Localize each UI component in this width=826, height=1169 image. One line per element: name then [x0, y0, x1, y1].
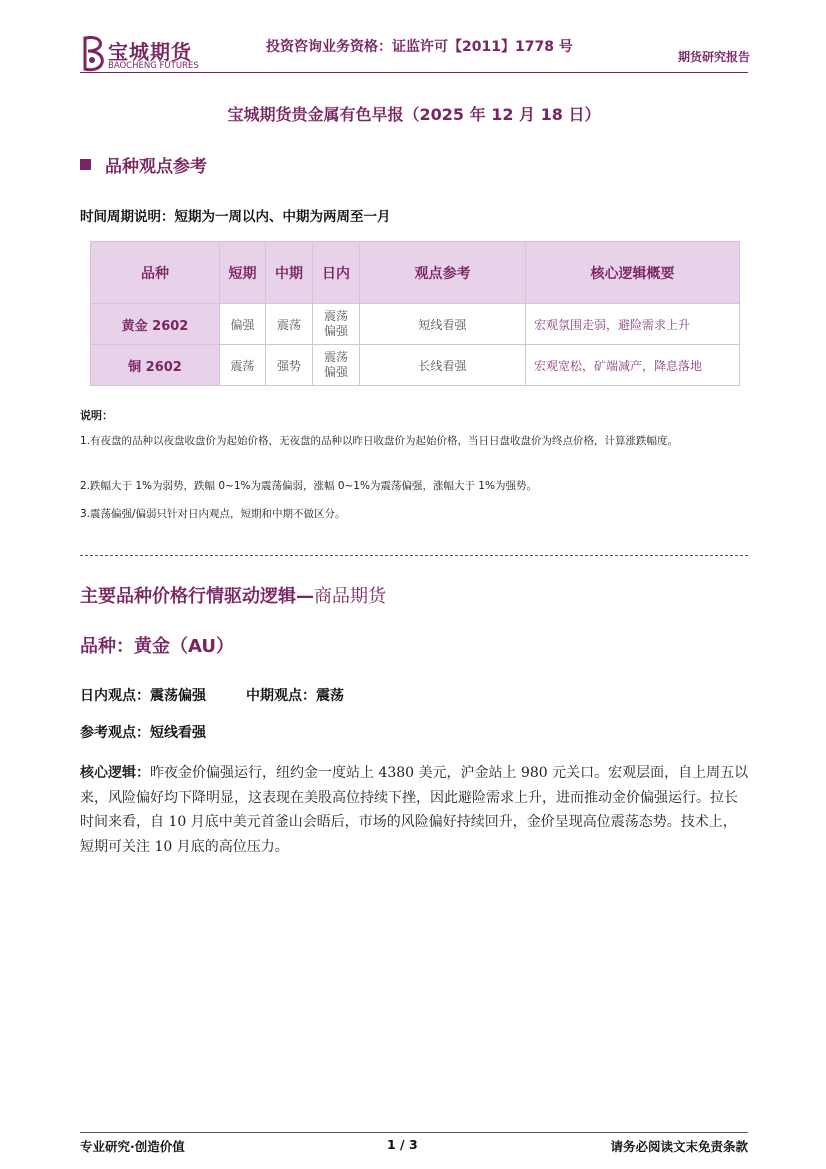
cell-short: 偏强 — [220, 304, 266, 345]
notes-title: 说明： — [80, 409, 113, 422]
cell-logic: 宏观宽松，矿端减产，降息落地 — [526, 345, 740, 386]
note-item-1: 1.有夜盘的品种以夜盘收盘价为起始价格，无夜盘的品种以昨日收盘价为起始价格，当日日盘收盘价为终点价格，计算涨跌幅度。 — [80, 435, 679, 447]
cell-mid: 强势 — [266, 345, 313, 386]
col-header-logic: 核心逻辑概要 — [526, 242, 740, 304]
section-heading-bold: 主要品种价格行情驱动逻辑— — [80, 586, 314, 607]
period-note: 时间周期说明：短期为一周以内、中期为两周至一月 — [80, 209, 391, 225]
square-bullet-icon — [80, 159, 91, 170]
report-type: 期货研究报告 — [677, 50, 750, 64]
footer-divider — [80, 1132, 748, 1133]
section-heading-rest: 商品期货 — [314, 586, 386, 607]
logo-text-en: BAOCHENG FUTURES — [108, 61, 199, 71]
section-divider — [80, 555, 748, 556]
core-logic-text: 昨夜金价偏强运行，纽约金一度站上 4380 美元，沪金站上 980 元关口。宏观层面，自上周五以来，风险偏好均下降明显，这表现在美股高位持续下挫，因此避险需求上升，进而推动金价偏强运行。拉长时间来看，自 10 月底中美元首釜山会晤后，市场的风险偏好持续回升，金价呈现高位震荡态势。技术上，短期可关注 10 月底的高位压力。 — [80, 765, 749, 855]
note-item-2: 2.跌幅大于 1%为弱势，跌幅 0~1%为震荡偏弱，涨幅 0~1%为震荡偏强，涨幅大于 1%为强势。 — [80, 480, 537, 492]
variety-heading: 品种：黄金（AU） — [80, 636, 234, 657]
page-number: 1 / 3 — [387, 1137, 418, 1152]
cell-logic: 宏观氛围走弱，避险需求上升 — [526, 304, 740, 345]
cell-intraday — [313, 345, 360, 386]
table-row — [91, 304, 740, 345]
col-header-variety: 品种 — [91, 242, 220, 304]
col-header-mid: 中期 — [266, 242, 313, 304]
table-header-row — [91, 242, 740, 304]
section-heading-drivers — [80, 582, 386, 608]
cell-view: 短线看强 — [360, 304, 526, 345]
core-logic-paragraph — [80, 761, 750, 859]
cell-intraday — [313, 304, 360, 345]
core-logic-label: 核心逻辑： — [80, 765, 150, 781]
views-line — [80, 685, 344, 705]
cell-intraday-line1: 震荡 — [323, 309, 348, 323]
cell-short: 震荡 — [220, 345, 266, 386]
mid-view: 中期观点：震荡 — [246, 688, 344, 704]
col-header-short: 短期 — [220, 242, 266, 304]
logo-text-cn: 宝城期货 — [108, 40, 192, 64]
footer-slogan: 专业研究·创造价值 — [80, 1139, 185, 1154]
note-item-3: 3.震荡偏强/偏弱只针对日内观点，短期和中期不做区分。 — [80, 508, 346, 520]
page-header — [80, 30, 750, 74]
col-header-view: 观点参考 — [360, 242, 526, 304]
company-logo — [80, 34, 220, 74]
header-divider — [80, 72, 748, 73]
views-table — [90, 241, 740, 386]
cell-variety: 铜 2602 — [91, 345, 220, 386]
col-header-intraday: 日内 — [313, 242, 360, 304]
cell-intraday-line2: 偏强 — [323, 324, 348, 338]
cell-intraday-line1: 震荡 — [323, 350, 348, 364]
table-row — [91, 345, 740, 386]
section-heading-views — [80, 152, 207, 177]
cell-mid: 震荡 — [266, 304, 313, 345]
intraday-view: 日内观点：震荡偏强 — [80, 688, 206, 704]
logo-mark-icon — [80, 34, 106, 72]
section-heading-text: 品种观点参考 — [105, 157, 207, 177]
license-info: 投资咨询业务资格：证监许可【2011】1778 号 — [266, 39, 573, 55]
document-title: 宝城期货贵金属有色早报（2025 年 12 月 18 日） — [227, 105, 601, 124]
cell-view: 长线看强 — [360, 345, 526, 386]
cell-intraday-line2: 偏强 — [323, 365, 348, 379]
footer-disclaimer: 请务必阅读文末免责条款 — [610, 1139, 748, 1154]
cell-variety: 黄金 2602 — [91, 304, 220, 345]
reference-view: 参考观点：短线看强 — [80, 725, 206, 741]
